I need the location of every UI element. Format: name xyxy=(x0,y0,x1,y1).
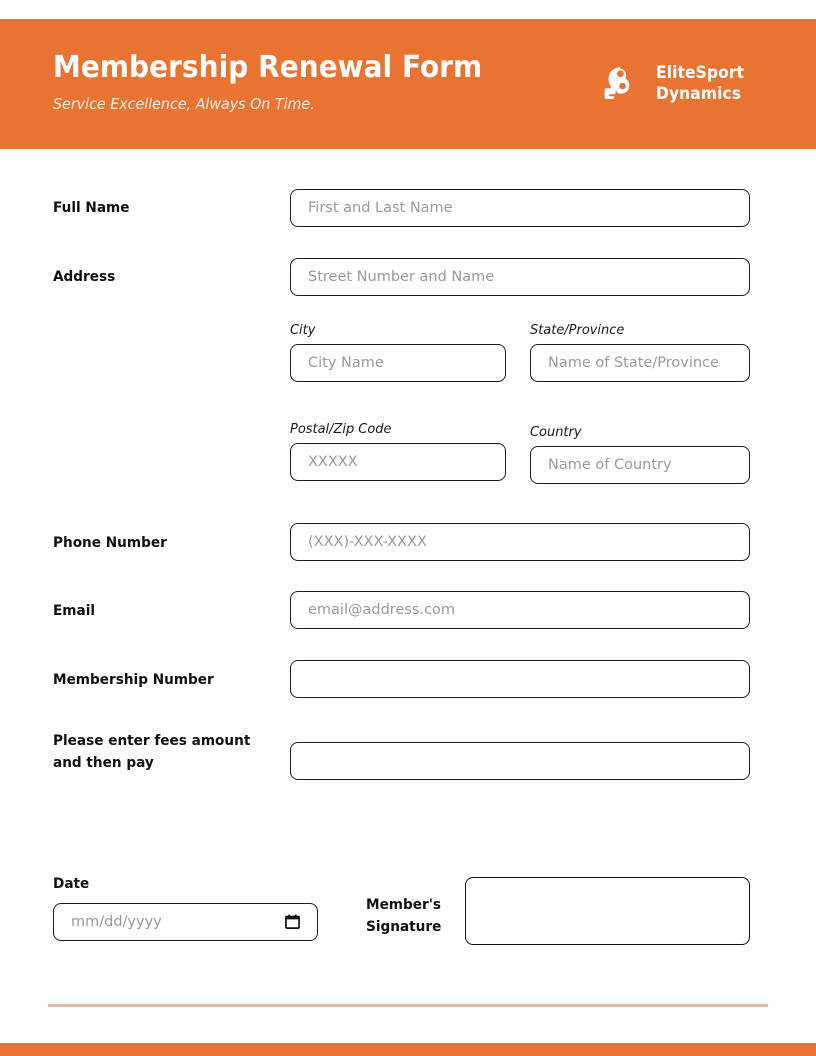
label-phone-number: Phone Number xyxy=(53,535,167,551)
brand-name-line2: Dynamics xyxy=(656,84,742,103)
page-title: Membership Renewal Form xyxy=(53,50,483,86)
label-fees-amount xyxy=(53,730,265,775)
country-input[interactable] xyxy=(530,446,750,484)
postal-code-input[interactable] xyxy=(290,443,506,481)
date-field-wrapper xyxy=(53,903,318,941)
brand-name-line1: EliteSport xyxy=(656,63,745,83)
brand-name xyxy=(656,63,744,105)
label-postal-code: Postal/Zip Code xyxy=(290,421,392,437)
label-address: Address xyxy=(53,269,116,285)
label-city: City xyxy=(290,322,316,338)
label-member-signature-line1: Member's xyxy=(366,897,442,913)
email-input[interactable] xyxy=(290,591,750,629)
row-date-signature xyxy=(53,873,750,936)
label-state-province: State/Province xyxy=(530,322,625,338)
header-title-block xyxy=(53,51,515,117)
page-subtitle: Service Excellence, Always On Time. xyxy=(53,94,315,113)
header-inner xyxy=(53,19,766,149)
date-input[interactable] xyxy=(53,903,318,941)
full-name-input[interactable] xyxy=(290,189,750,227)
state-province-input[interactable] xyxy=(530,344,750,382)
signature-input[interactable] xyxy=(465,877,750,945)
footer-bar xyxy=(0,1043,816,1056)
label-email: Email xyxy=(53,603,96,619)
football-helmet-icon xyxy=(598,62,642,106)
label-member-signature-line2: Signature xyxy=(366,919,442,936)
label-full-name: Full Name xyxy=(53,200,130,216)
city-input[interactable] xyxy=(290,344,506,382)
address-input[interactable] xyxy=(290,258,750,296)
membership-number-input[interactable] xyxy=(290,660,750,698)
label-membership-number: Membership Number xyxy=(53,672,214,688)
label-fees-amount-line2: and then pay xyxy=(53,755,154,772)
phone-number-input[interactable] xyxy=(290,523,750,561)
label-fees-amount-line1: Please enter fees amount xyxy=(53,733,251,749)
label-country: Country xyxy=(530,424,582,440)
label-date: Date xyxy=(53,876,90,892)
footer-divider xyxy=(48,1004,768,1007)
brand-logo xyxy=(598,62,766,106)
page-header xyxy=(0,19,816,149)
fees-amount-input[interactable] xyxy=(290,742,750,780)
